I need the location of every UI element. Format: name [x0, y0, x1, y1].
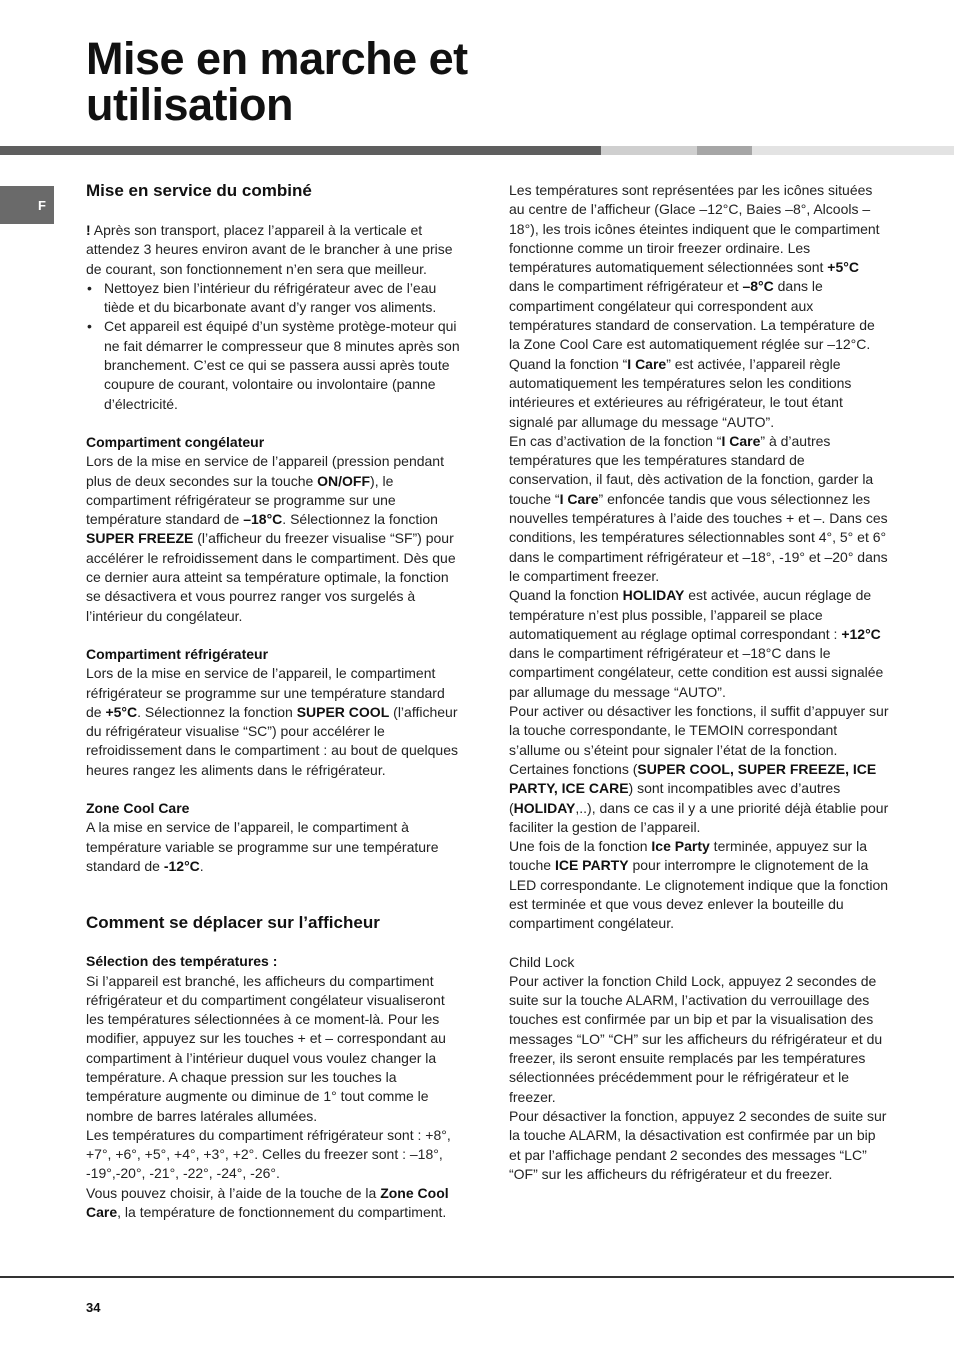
- temperatures-paragraph: Les températures sont représentées par les icônes situées au centre de l’afficheur (Glace –12°C, Baies –8°, Alcools –18°), les trois icônes éteintes indiquent que le compartiment fonctionne comme un tiroir freezer ordinaire. Les températures automatiquement sélectionnées sont +5°C dans le compartiment réfrigérateur et –8°C dans le compartiment congélateur qui correspondent aux températures standard de conservation. La température de la Zone Cool Care est automatiquement réglée sur –12°C.: [509, 182, 880, 353]
- child-lock-heading: Child Lock: [509, 953, 575, 970]
- subheading-compartiment-refrigerateur: Compartiment réfrigérateur: [86, 645, 269, 662]
- ice-party-paragraph: Une fois de la fonction Ice Party terminée, appuyez sur la touche ICE PARTY pour interrompre le clignotement de la LED correspondante. Le clignotement indique que la fonction est terminée et que vous devez enlever la bouteille du compartiment congélateur.: [509, 838, 889, 932]
- section-heading-afficheur: Comment se déplacer sur l’afficheur: [86, 913, 380, 933]
- page-number: 34: [86, 1300, 101, 1315]
- selection-paragraph-2: Les températures du compartiment réfrigérateur sont : +8°, +7°, +6°, +5°, +4°, +3°, +2°. Celles du freezer sont : –18°, -19°,-20°, -21°, -22°, -24°, -26°.: [86, 1126, 451, 1182]
- child-lock-paragraph-1: Pour activer la fonction Child Lock, appuyez 2 secondes de suite sur la touche ALARM, l’activation du verrouillage des touches est confirmée par un bip et par la visualisation des messages “LO” “CH” sur les afficheurs du réfrigérateur et du freezer, ils seront ensuite remplacés par les températures sélectionnées précédemment pour le réfrigérateur et le freezer.: [509, 972, 883, 1105]
- fridge-paragraph: Lors de la mise en service de l’appareil, le compartiment réfrigérateur se programme sur une température standard de +5°C. Sélectionnez la fonction SUPER COOL (l’afficheur du réfrigérateur visualise “SC”) pour accélérer le refroidissement dans le compartiment : au bout de quelques heures rangez les aliments dans le réfrigérateur.: [86, 665, 458, 778]
- subheading-zone-cool-care: Zone Cool Care: [86, 800, 190, 817]
- left-column: [86, 181, 464, 1222]
- header-rule-dark: [0, 146, 601, 155]
- list-item: • Cet appareil est équipé d’un système protège-moteur qui ne fait démarrer le compresseur que 8 minutes après son branchement. C’est ce qui se passera aussi après toute coupure de courant, volontaire ou involontaire (panne d’électricité.: [86, 317, 464, 413]
- section-heading-mise-en-service: Mise en service du combiné: [86, 181, 312, 200]
- header-rule-pale: [752, 146, 954, 155]
- child-lock-paragraph-2: Pour désactiver la fonction, appuyez 2 secondes de suite sur la touche ALARM, la désactivation est confirmée par un bip et par l’affichage pendant 2 secondes des messages “LC” “OF” sur les afficheurs du réfrigérateur et du freezer.: [509, 1107, 887, 1182]
- language-tab: F: [0, 186, 54, 224]
- bullet-list: [86, 279, 464, 414]
- header-rule-light: [601, 146, 697, 155]
- page-title: [86, 33, 468, 130]
- right-column: [509, 181, 889, 1184]
- page-title-line-2: utilisation: [86, 79, 293, 130]
- subheading-selection-temperatures: Sélection des températures :: [86, 953, 278, 970]
- selection-paragraph-3: Vous pouvez choisir, à l’aide de la touche de la Zone Cool Care, la température de fonctionnement du compartiment.: [86, 1184, 449, 1221]
- icare-paragraph: Quand la fonction “I Care” est activée, l’appareil règle automatiquement les températures selon les conditions intérieures et extérieures au réfrigérateur, le tout étant signalé par allumage du message “AUTO”.: [509, 355, 852, 430]
- holiday-paragraph: Quand la fonction HOLIDAY est activée, aucun réglage de température n’est plus possible, l’appareil se place automatiquement au réglage optimal correspondant : +12°C dans le compartiment réfrigérateur et –18°C dans le compartiment congélateur, cette condition est aussi signalée par allumage du message “AUTO”.: [509, 587, 884, 700]
- selection-paragraph-1: Si l’appareil est branché, les afficheurs du compartiment réfrigérateur et du compartiment congélateur visualiseront les températures sélectionnées à ce moment-là. Pour les modifier, appuyez sur les touches + et – correspondant au compartiment à l’intérieur duquel vous voulez changer la température. A chaque pression sur les touches la température augmente ou diminue de 1° tout comme le nombre de barres latérales allumées.: [86, 972, 446, 1124]
- warning-mark: !: [86, 222, 91, 238]
- incompatible-functions-paragraph: Certaines fonctions (SUPER COOL, SUPER FREEZE, ICE PARTY, ICE CARE) sont incompatibles avec d’autres (HOLIDAY,..), dans ce cas il y a une priorité déjà établie pour faciliter la gestion de l’appareil.: [509, 760, 889, 835]
- warning-paragraph: ! Après son transport, placez l’appareil à la verticale et attendez 3 heures environ avant de le brancher à une prise de courant, son fonctionnement n’en sera que meilleur.: [86, 222, 453, 277]
- footer-rule: [0, 1276, 954, 1278]
- zone-paragraph: A la mise en service de l’appareil, le compartiment à température variable se programme sur une température standard de -12°C.: [86, 819, 439, 874]
- page-title-line-1: Mise en marche et: [86, 33, 468, 84]
- list-item: • Nettoyez bien l’intérieur du réfrigérateur avec de l’eau tiède et du bicarbonate avant d’y ranger vos aliments.: [86, 279, 464, 318]
- icare-activation-paragraph: En cas d’activation de la fonction “I Care” à d’autres températures que les températures standard de conservation, il faut, dès activation de la fonction, garder la touche “I Care” enfoncée tandis que vous sélectionnez les nouvelles températures à l’aide des touches + et –. Dans ces conditions, les températures sélectionnables sont 4°, 5° et 6° dans le compartiment réfrigérateur et –18°, -19° et –20° dans le compartiment freezer.: [509, 432, 888, 584]
- freezer-paragraph: Lors de la mise en service de l’appareil (pression pendant plus de deux secondes sur la touche ON/OFF), le compartiment réfrigérateur se programme sur une température standard de –18°C. Sélectionnez la fonction SUPER FREEZE (l’afficheur du freezer visualise “SF”) pour accélérer le refroidissement dans le compartiment. Dès que ce dernier aura atteint sa température optimale, la fonction se désactivera et vous pourrez ranger vos surgelés à l’intérieur du congélateur.: [86, 453, 456, 624]
- subheading-compartiment-congelateur: Compartiment congélateur: [86, 433, 265, 450]
- functions-paragraph: Pour activer ou désactiver les fonctions, il suffit d’appuyer sur la touche correspondante, le TEMOIN correspondant s’allume ou s’éteint pour signaler l’état de la fonction.: [509, 703, 889, 758]
- header-rule-mid: [697, 146, 752, 155]
